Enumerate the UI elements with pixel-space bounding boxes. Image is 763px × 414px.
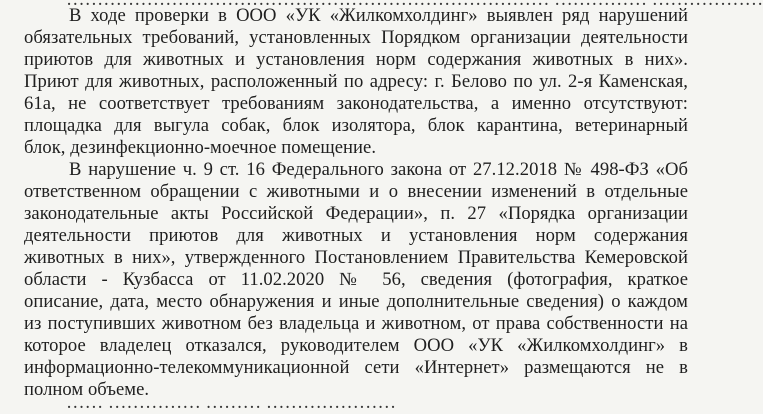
text-line: полном объеме. (24, 379, 150, 400)
text-line: 61а, не соответствует требованиям законодательства, а именно отсутствуют: (24, 93, 688, 114)
text-line: которое владелец отказался, руководителем ООО «УК «Жилкомхолдинг» в (24, 335, 688, 356)
text-line: информационно-телекоммуникационной сети «Интернет» размещаются не в (24, 357, 688, 378)
text-line: площадка для выгула собак, блок изолятора, блок карантина, ветеринарный (24, 115, 688, 136)
text-line: животных в них», утвержденного Постановлением Правительства Кемеровской (24, 247, 688, 268)
text-line: блок, дезинфекционно-моечное помещение. (24, 137, 377, 158)
text-line: из поступивших животном без владельца и животном, от права собственности на (24, 313, 688, 334)
text-line: области - Кузбасса от 11.02.2020 № 56, сведения (фотография, краткое (24, 269, 688, 290)
text-line: ответственном обращении с животными и о внесении изменений в отдельные (24, 181, 688, 202)
text-line: приютов для животных и установления норм содержания животных в них». (24, 49, 688, 70)
text-line: законодательные акты Российской Федерации», п. 27 «Порядка организации (24, 203, 688, 224)
text-line: обязательных требований, установленных Порядком организации деятельности (24, 27, 688, 48)
text-line: описание, дата, место обнаружения и иные дополнительные сведения) о каждом (24, 291, 688, 312)
text-line: В ходе проверки в ООО «УК «Жилкомхолдинг» выявлен ряд нарушений (69, 5, 688, 26)
text-line: Приют для животных, расположенный по адресу: г. Белово по ул. 2-я Каменская, (24, 71, 688, 92)
text-line: В нарушение ч. 9 ст. 16 Федерального закона от 27.12.2018 № 498-ФЗ «Об (69, 159, 688, 180)
text-line: деятельности приютов для животных и установления норм содержания (24, 225, 688, 246)
cut-off-bottom-line: …… …………… ……… ………………… (66, 392, 397, 413)
